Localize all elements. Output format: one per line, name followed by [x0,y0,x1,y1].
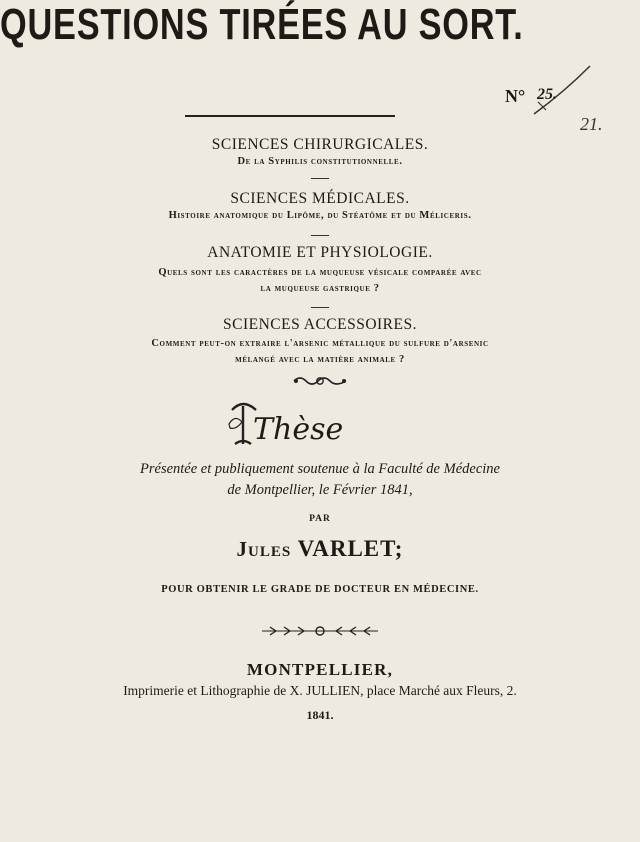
divider [311,307,329,308]
section-text-accessoires-1: Comment peut-on extraire l'arsenic métallique du sulfure d'arsenic [151,338,489,349]
author-first-name: Jules [236,537,292,561]
author-name [0,536,640,562]
section-heading-medicales: SCIENCES MÉDICALES. [230,190,410,207]
page-title: QUESTIONS TIRÉES AU SORT. [0,0,524,49]
author-suffix: ; [394,536,404,561]
section-text-anatomie-1: Quels sont les caractères de la muqueuse vésicale comparée avec [158,267,482,278]
imprint-printer: Imprimerie et Lithographie de X. JULLIEN, place Marché aux Fleurs, 2. [123,683,517,698]
presentation-line-2: de Montpellier, le Février 1841, [227,482,413,498]
par-label: PAR [309,514,331,524]
number-label: N° [505,86,526,106]
degree-line: POUR OBTENIR LE GRADE DE DOCTEUR EN MÉDECINE. [161,584,479,595]
author-last-name: VARLET [297,536,395,561]
number-value: 25. [537,86,557,103]
section-heading-accessoires: SCIENCES ACCESSOIRES. [223,316,417,333]
scroll-ornament-icon [290,374,350,388]
these-heading: Thèse [253,412,344,447]
section-text-anatomie-2: la muqueuse gastrique ? [260,283,380,294]
imprint-year: 1841. [306,708,334,722]
presentation-line-1: Présentée et publiquement soutenue à la Faculté de Médecine [140,461,500,477]
rule-ornament-icon [260,625,380,637]
section-text-accessoires-2: mélangé avec la matière animale ? [235,354,405,365]
section-heading-anatomie: ANATOMIE ET PHYSIOLOGIE. [207,244,433,261]
divider [311,178,329,179]
section-text-chirurgicales: De la Syphilis constitutionnelle. [237,156,403,167]
section-text-medicales: Histoire anatomique du Lipôme, du Stéatôme et du Méliceris. [168,210,472,221]
section-heading-chirurgicales: SCIENCES CHIRURGICALES. [211,136,429,153]
strike-mark-icon [524,62,594,122]
title-underline [185,115,395,117]
imprint-city: MONTPELLIER, [246,660,394,679]
handwritten-number: 21. [580,114,603,134]
divider [311,235,329,236]
